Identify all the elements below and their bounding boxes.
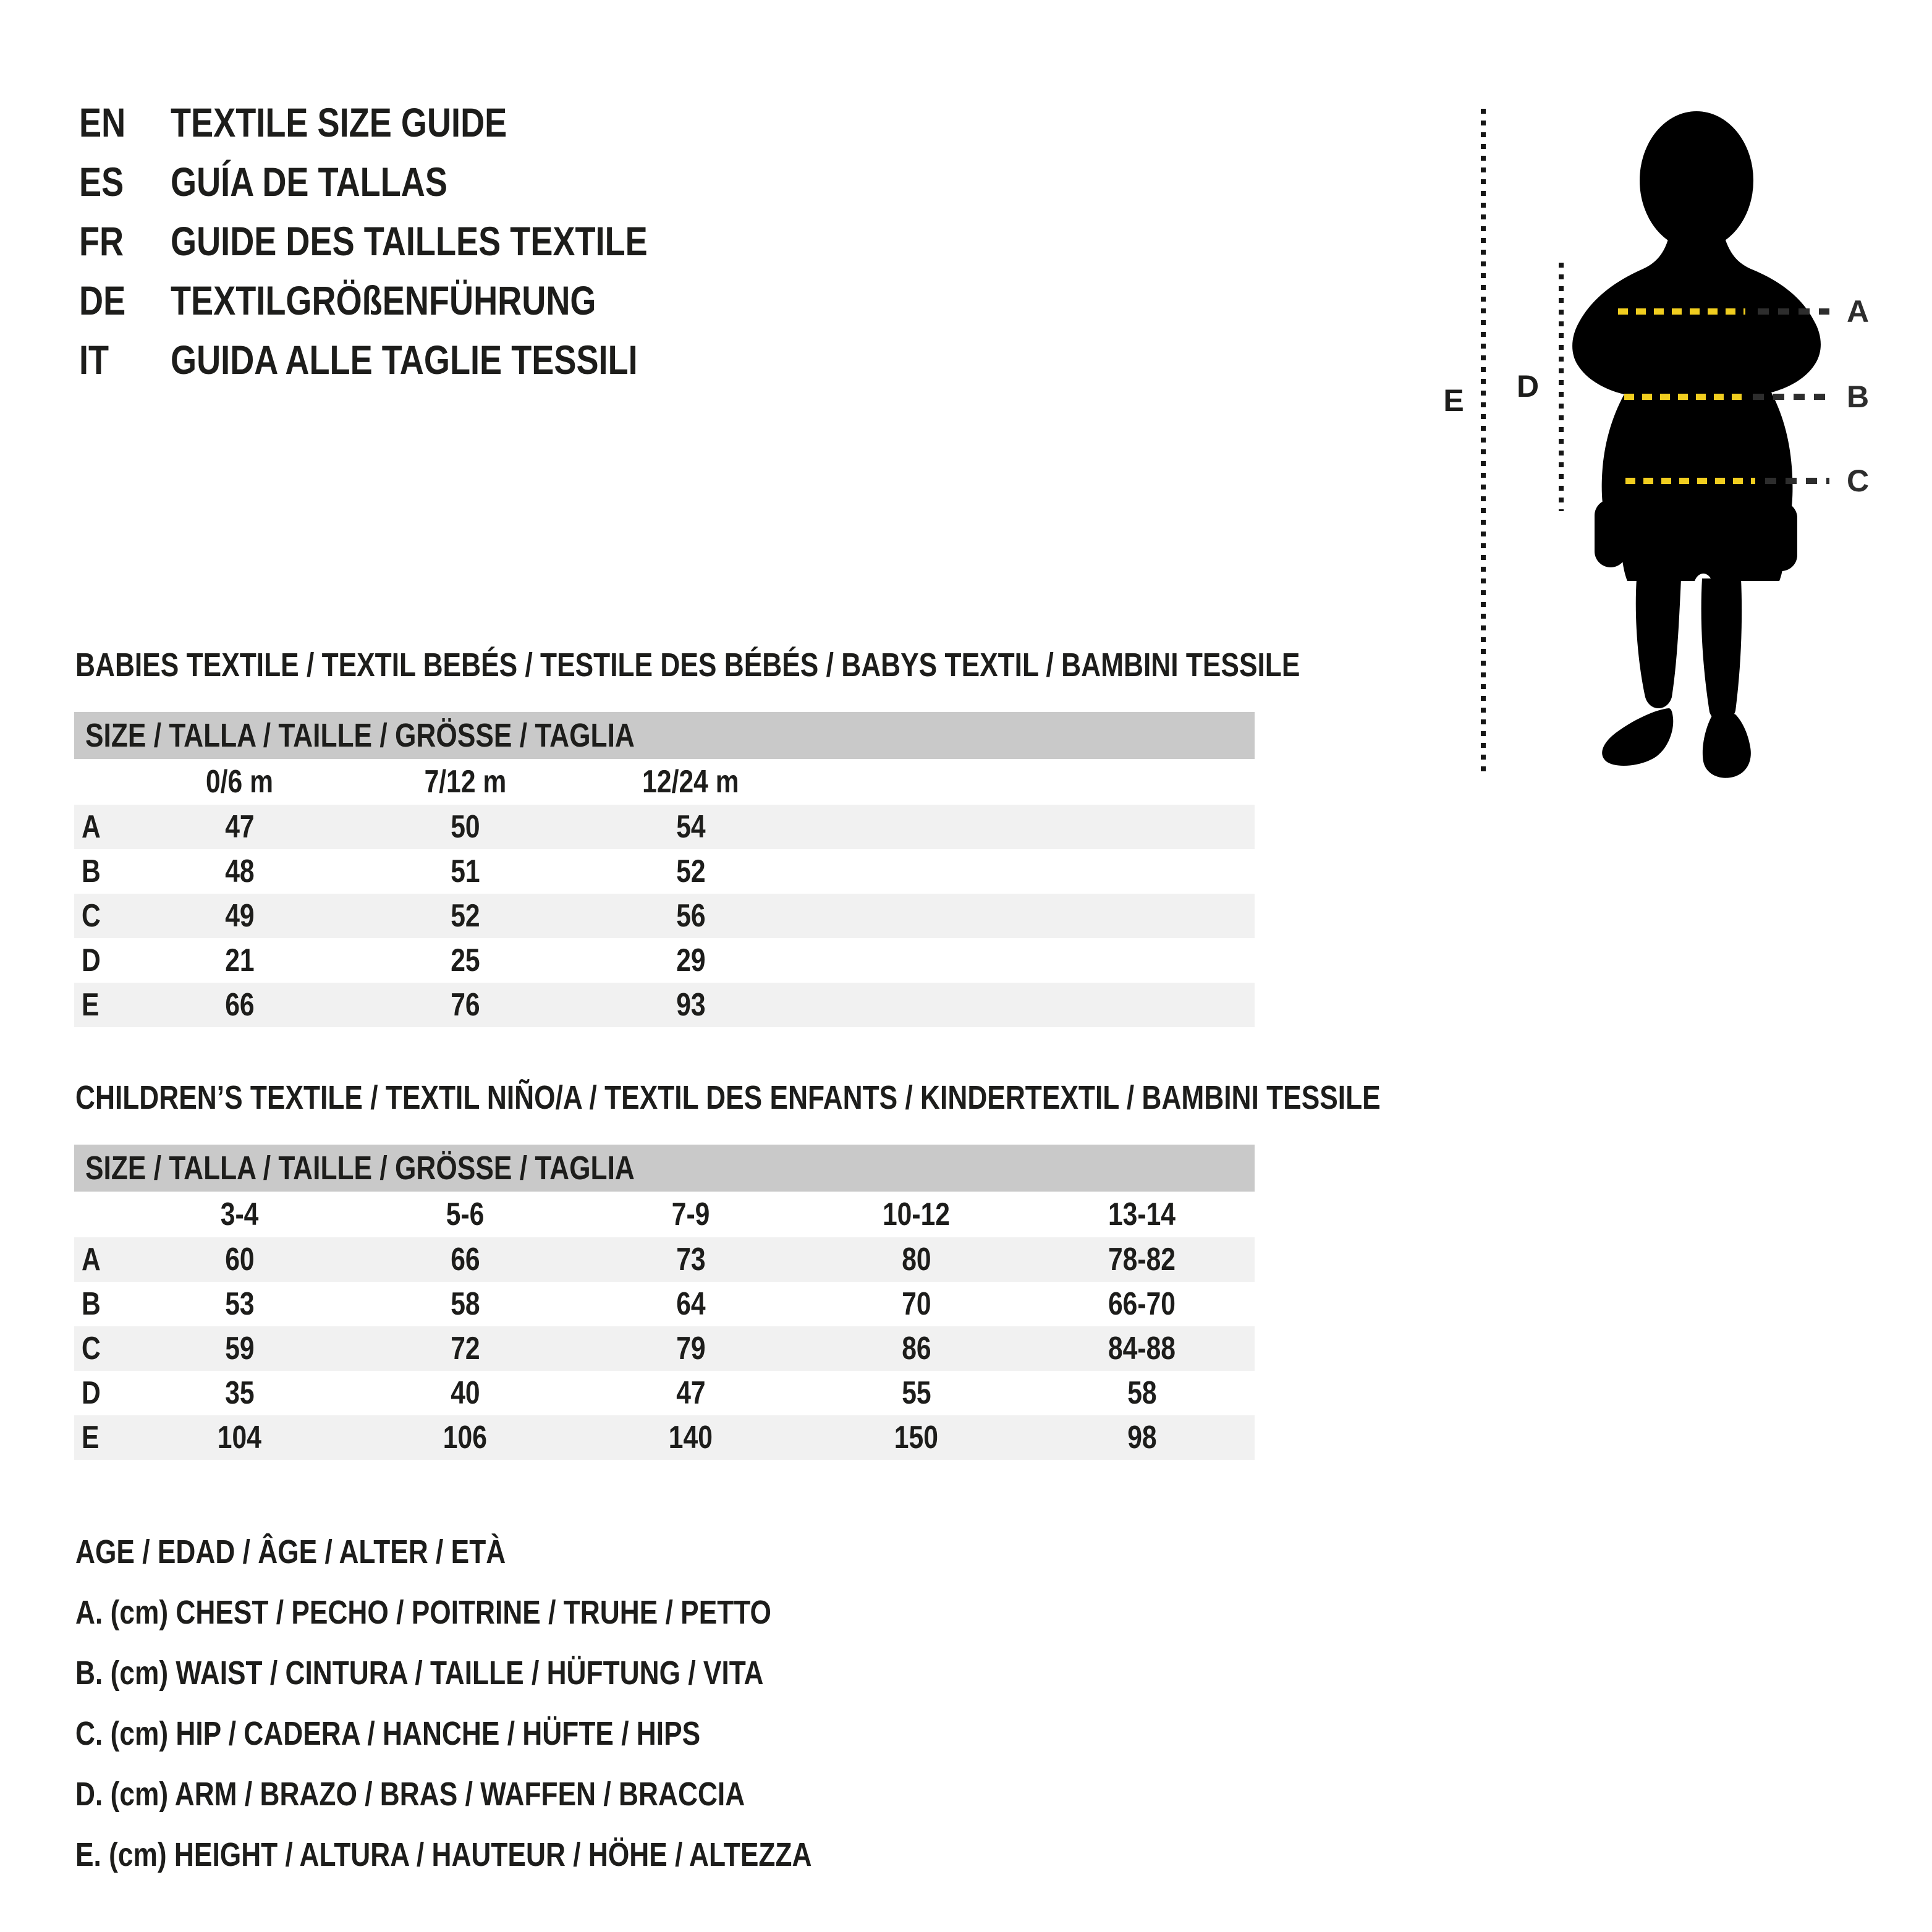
legend-hip: C. (cm) HIP / CADERA / HANCHE / HÜFTE / HIPS — [75, 1715, 701, 1752]
guide-title: TEXTILE SIZE GUIDE — [171, 100, 507, 145]
legend-chest: A. (cm) CHEST / PECHO / POITRINE / TRUHE / PETTO — [75, 1594, 771, 1631]
table-row — [74, 983, 1255, 1027]
value-cell: 59 — [224, 1331, 255, 1366]
row-label: D — [82, 1375, 101, 1411]
column-header: 7/12 m — [424, 764, 506, 800]
column-header: 12/24 m — [642, 764, 739, 800]
guide-title: TEXTILGRÖßENFÜHRUNG — [171, 278, 596, 323]
language-code: IT — [79, 337, 109, 383]
row-label: C — [82, 1331, 101, 1366]
value-cell: 25 — [450, 943, 480, 978]
value-cell: 47 — [224, 809, 255, 845]
silhouette-shirt — [1572, 232, 1821, 534]
title-block — [79, 93, 752, 389]
table-row — [74, 894, 1255, 938]
legend-arm: D. (cm) ARM / BRAZO / BRAS / WAFFEN / BRACCIA — [75, 1776, 745, 1813]
row-label: E — [82, 987, 100, 1023]
silhouette-left-shoe — [1602, 708, 1673, 766]
babies-size-table — [74, 712, 1255, 1027]
value-cell: 106 — [443, 1420, 488, 1455]
column-header: 13-14 — [1108, 1197, 1176, 1232]
value-cell: 80 — [901, 1242, 931, 1277]
value-cell: 78-82 — [1108, 1242, 1176, 1277]
silhouette-right-shoe — [1703, 712, 1751, 778]
title-row-de — [79, 271, 752, 330]
babies-column-header-row — [74, 759, 1255, 805]
value-cell: 55 — [901, 1375, 931, 1411]
value-cell: 66 — [224, 987, 255, 1023]
silhouette-head — [1640, 111, 1753, 250]
value-cell: 150 — [894, 1420, 939, 1455]
waist-label-b: B — [1847, 379, 1870, 414]
value-cell: 35 — [224, 1375, 255, 1411]
chest-label-a: A — [1847, 294, 1870, 329]
value-cell: 52 — [676, 854, 706, 889]
column-header: 7-9 — [671, 1197, 710, 1232]
legend-age: AGE / EDAD / ÂGE / ALTER / ETÀ — [75, 1533, 506, 1570]
value-cell: 64 — [676, 1286, 706, 1322]
guide-title: GUIDA ALLE TAGLIE TESSILI — [171, 337, 638, 383]
row-label: B — [82, 854, 101, 889]
measurement-figure-svg — [1421, 74, 1932, 853]
silhouette-shorts — [1621, 530, 1784, 581]
value-cell: 70 — [901, 1286, 931, 1322]
value-cell: 50 — [450, 809, 480, 845]
legend-height: E. (cm) HEIGHT / ALTURA / HAUTEUR / HÖHE / ALTEZZA — [75, 1836, 812, 1873]
value-cell: 76 — [450, 987, 480, 1023]
legend-waist: B. (cm) WAIST / CINTURA / TAILLE / HÜFTUNG / VITA — [75, 1654, 764, 1692]
row-label: C — [82, 898, 101, 934]
title-row-fr — [79, 211, 752, 271]
measurement-figure — [1421, 74, 1932, 853]
value-cell: 52 — [450, 898, 480, 934]
value-cell: 73 — [676, 1242, 706, 1277]
height-label-e: E — [1443, 383, 1464, 418]
row-label: A — [82, 809, 101, 845]
children-table-header-bar: SIZE / TALLA / TAILLE / GRÖSSE / TAGLIA — [74, 1145, 1255, 1192]
value-cell: 66 — [450, 1242, 480, 1277]
babies-table-header-bar: SIZE / TALLA / TAILLE / GRÖSSE / TAGLIA — [74, 712, 1255, 759]
title-row-en — [79, 93, 752, 152]
value-cell: 66-70 — [1108, 1286, 1176, 1322]
guide-title: GUIDE DES TAILLES TEXTILE — [171, 218, 648, 264]
language-code: ES — [79, 159, 124, 205]
row-label: D — [82, 943, 101, 978]
value-cell: 40 — [450, 1375, 480, 1411]
value-cell: 98 — [1127, 1420, 1157, 1455]
hip-label-c: C — [1847, 464, 1870, 498]
column-header: 0/6 m — [205, 764, 274, 800]
value-cell: 79 — [676, 1331, 706, 1366]
child-silhouette — [1572, 111, 1821, 778]
value-cell: 140 — [668, 1420, 713, 1455]
value-cell: 84-88 — [1108, 1331, 1176, 1366]
babies-section-title: BABIES TEXTILE / TEXTIL BEBÉS / TESTILE DES BÉBÉS / BABYS TEXTIL / BAMBINI TESSILE — [75, 646, 1300, 684]
table-row — [74, 1237, 1255, 1282]
children-column-header-row — [74, 1192, 1255, 1237]
value-cell: 58 — [1127, 1375, 1157, 1411]
value-cell: 47 — [676, 1375, 706, 1411]
value-cell: 48 — [224, 854, 255, 889]
table-row — [74, 1282, 1255, 1326]
silhouette-left-leg — [1636, 578, 1681, 708]
title-row-it — [79, 330, 752, 389]
arm-label-d: D — [1516, 369, 1540, 404]
column-header: 5-6 — [446, 1197, 485, 1232]
column-header: 10-12 — [882, 1197, 951, 1232]
table-row — [74, 849, 1255, 894]
measurement-legend — [75, 1522, 973, 1885]
table-row — [74, 805, 1255, 849]
title-row-es — [79, 152, 752, 211]
table-row — [74, 1415, 1255, 1460]
value-cell: 51 — [450, 854, 480, 889]
value-cell: 72 — [450, 1331, 480, 1366]
row-label: A — [82, 1242, 101, 1277]
value-cell: 60 — [224, 1242, 255, 1277]
guide-title: GUÍA DE TALLAS — [171, 159, 447, 205]
value-cell: 21 — [224, 943, 255, 978]
value-cell: 54 — [676, 809, 706, 845]
children-size-table — [74, 1145, 1255, 1460]
value-cell: 56 — [676, 898, 706, 934]
value-cell: 53 — [224, 1286, 255, 1322]
row-label: B — [82, 1286, 101, 1322]
value-cell: 58 — [450, 1286, 480, 1322]
language-code: FR — [79, 218, 124, 264]
table-row — [74, 1326, 1255, 1371]
value-cell: 86 — [901, 1331, 931, 1366]
table-row — [74, 1371, 1255, 1415]
value-cell: 104 — [217, 1420, 262, 1455]
table-row — [74, 938, 1255, 983]
value-cell: 93 — [676, 987, 706, 1023]
children-section-title: CHILDREN’S TEXTILE / TEXTIL NIÑO/A / TEXTIL DES ENFANTS / KINDERTEXTIL / BAMBINI TESSILE — [75, 1079, 1381, 1116]
value-cell: 29 — [676, 943, 706, 978]
value-cell: 49 — [224, 898, 255, 934]
language-code: EN — [79, 100, 126, 145]
silhouette-right-leg — [1701, 578, 1742, 722]
column-header: 3-4 — [220, 1197, 259, 1232]
row-label: E — [82, 1420, 100, 1455]
language-code: DE — [79, 278, 126, 323]
